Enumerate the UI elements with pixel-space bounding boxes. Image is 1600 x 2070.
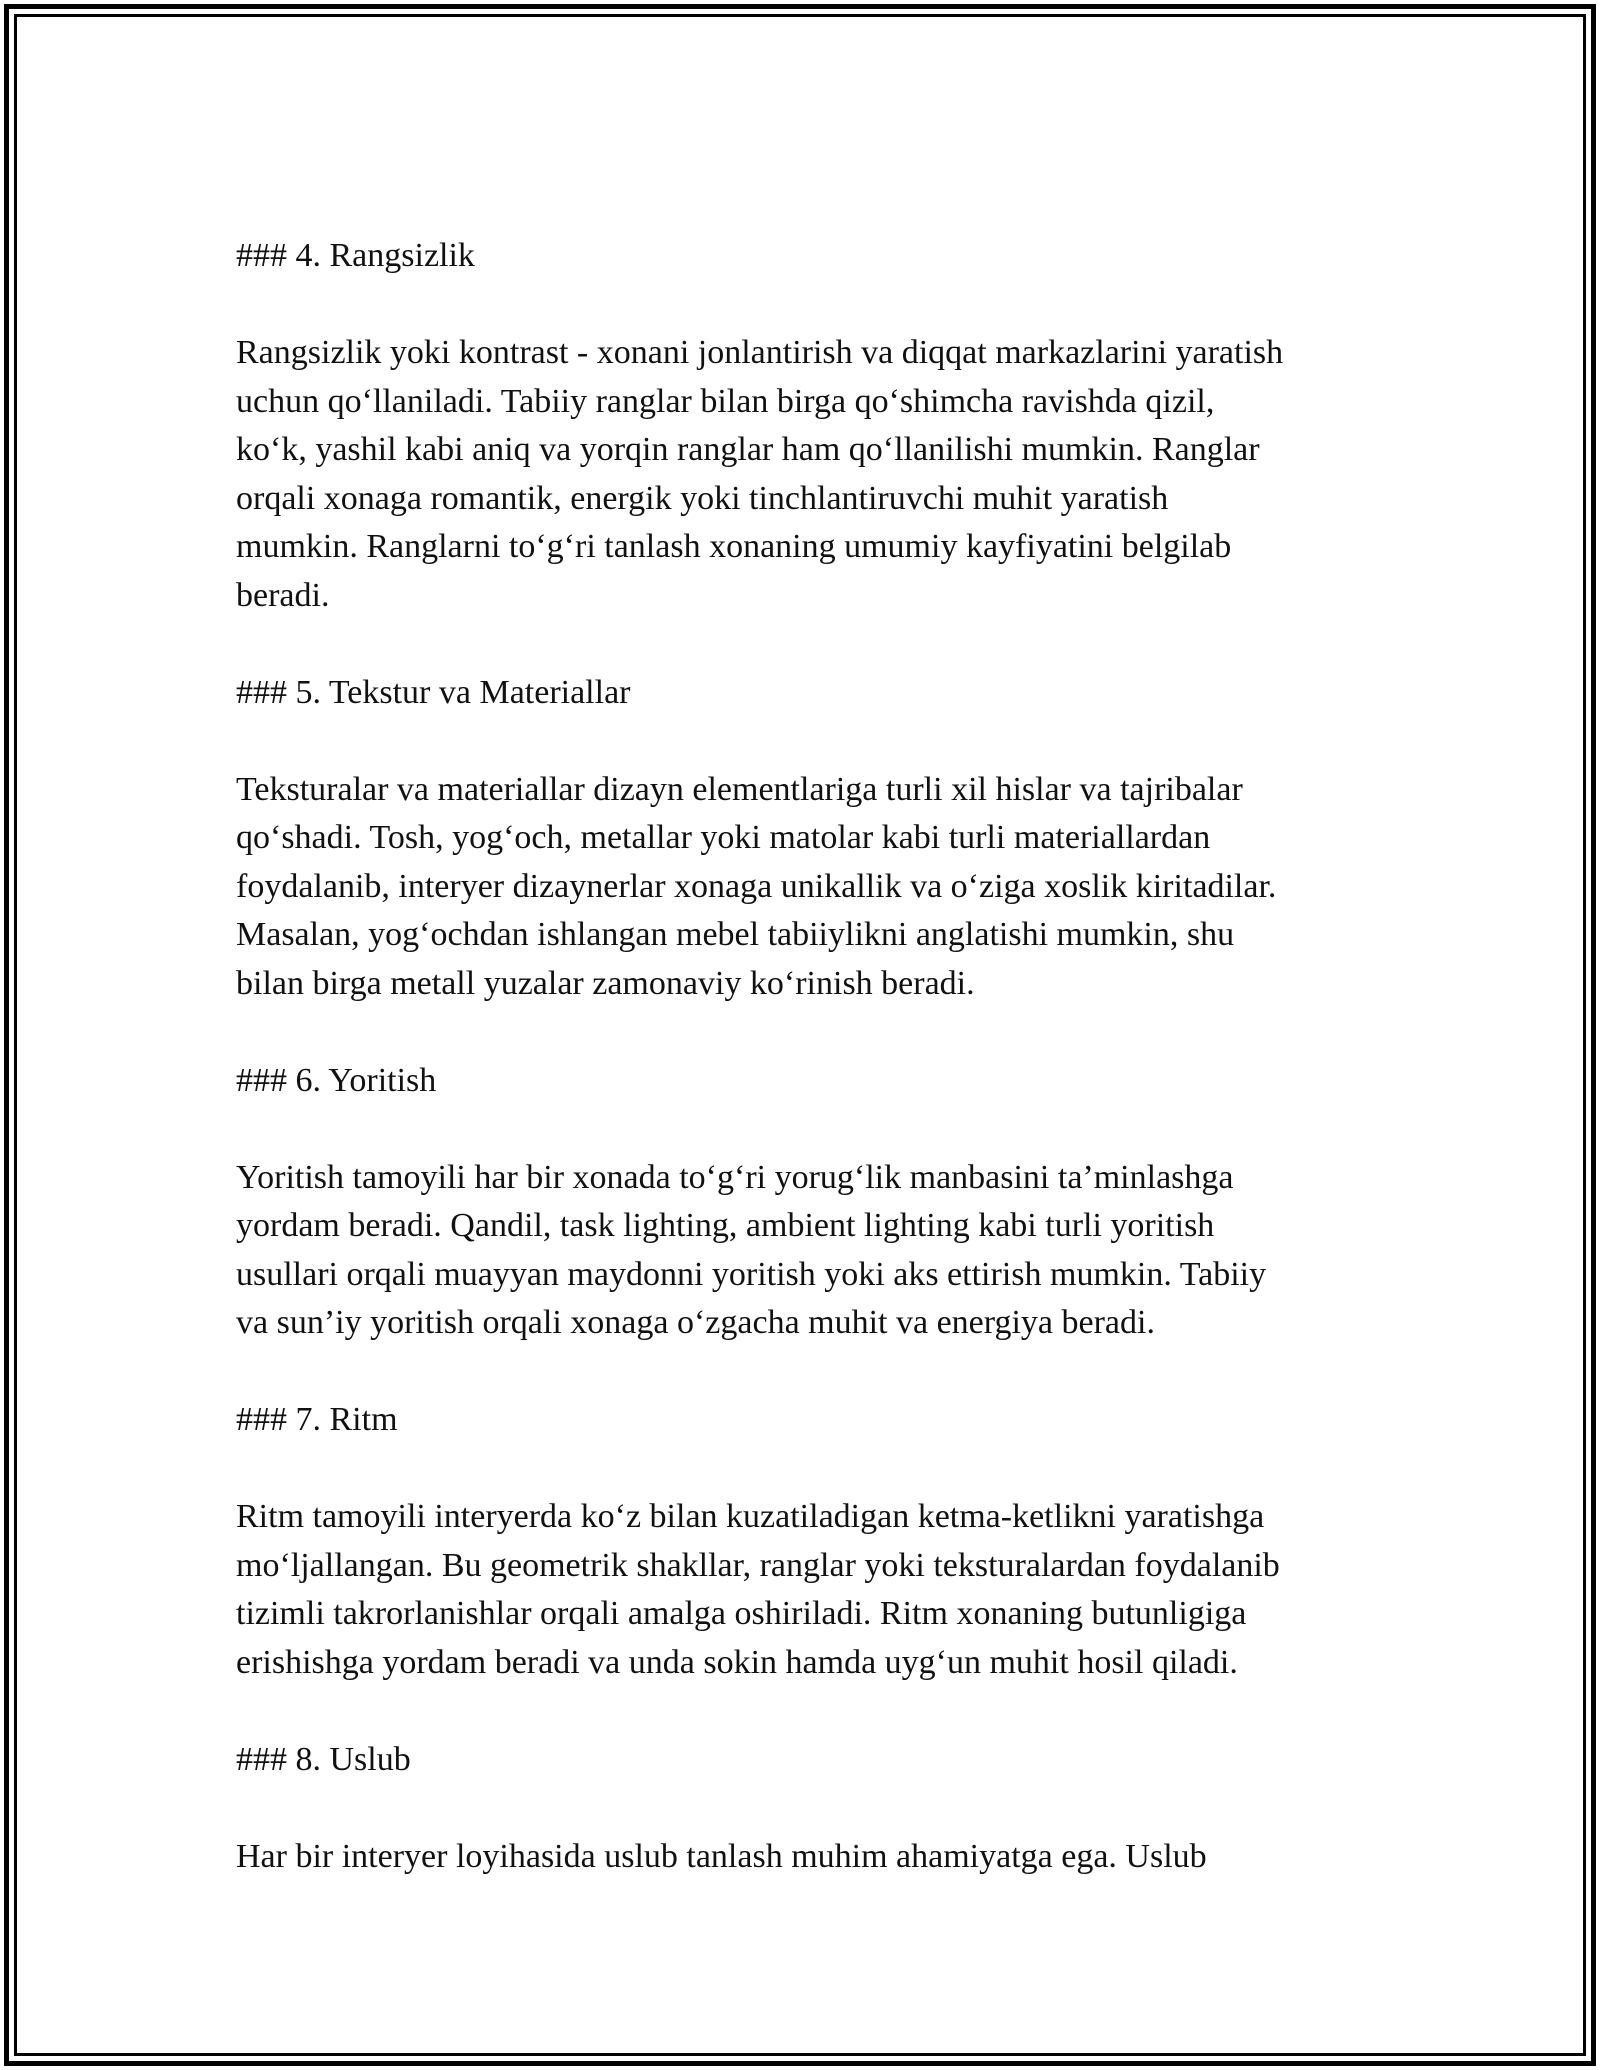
section-yoritish — [236, 1057, 1376, 1348]
section-paragraph — [236, 1833, 1376, 1882]
text-line: usullari orqali muayyan maydonni yoritish yoki aks ettirish mumkin. Tabiiy — [236, 1255, 1267, 1293]
text-line: mumkin. Ranglarni to‘g‘ri tanlash xonaning umumiy kayfiyatini belgilab — [236, 528, 1232, 565]
section-paragraph — [236, 1493, 1376, 1687]
text-line: Rangsizlik yoki kontrast - xonani jonlantirish va diqqat markazlarini yaratish — [236, 334, 1284, 371]
text-line: Yoritish tamoyili har bir xonada to‘g‘ri yorug‘lik manbasini ta’minlashga — [236, 1158, 1234, 1196]
section-heading: ### 4. Rangsizlik — [236, 237, 475, 274]
text-line: erishishga yordam beradi va unda sokin hamda uyg‘un muhit hosil qiladi. — [236, 1643, 1238, 1681]
text-line: beradi. — [236, 576, 330, 614]
text-line: yordam beradi. Qandil, task lighting, ambient lighting kabi turli yoritish — [236, 1207, 1215, 1244]
text-line: ko‘k, yashil kabi aniq va yorqin ranglar ham qo‘llanilishi mumkin. Ranglar — [236, 431, 1260, 468]
section-paragraph — [236, 1154, 1376, 1348]
section-paragraph — [236, 766, 1376, 1009]
section-ritm — [236, 1396, 1376, 1687]
section-heading: ### 8. Uslub — [236, 1740, 411, 1778]
section-heading: ### 5. Tekstur va Materiallar — [236, 673, 631, 711]
text-line: Ritm tamoyili interyerda ko‘z bilan kuzatiladigan ketma-ketlikni yaratishga — [236, 1498, 1265, 1535]
section-rangsizlik — [236, 232, 1376, 620]
text-line: Teksturalar va materiallar dizayn elementlariga turli xil hislar va tajribalar — [236, 770, 1243, 808]
section-heading: ### 6. Yoritish — [236, 1061, 437, 1099]
section-uslub — [236, 1736, 1376, 1882]
text-line: orqali xonaga romantik, energik yoki tinchlantiruvchi muhit yaratish — [236, 479, 1169, 517]
text-line: qo‘shadi. Tosh, yog‘och, metallar yoki matolar kabi turli materiallardan — [236, 819, 1211, 856]
text-line: mo‘ljallangan. Bu geometrik shakllar, ranglar yoki teksturalardan foydalanib — [236, 1546, 1280, 1584]
document-body — [236, 232, 1376, 1930]
text-line: Har bir interyer loyihasida uslub tanlash muhim ahamiyatga ega. Uslub — [236, 1837, 1207, 1875]
text-line: va sun’iy yoritish orqali xonaga o‘zgacha muhit va energiya beradi. — [236, 1304, 1155, 1341]
text-line: uchun qo‘llaniladi. Tabiiy ranglar bilan birga qo‘shimcha ravishda qizil, — [236, 382, 1215, 420]
text-line: foydalanib, interyer dizaynerlar xonaga unikallik va o‘ziga xoslik kiritadilar. — [236, 867, 1277, 905]
text-line: bilan birga metall yuzalar zamonaviy ko‘rinish beradi. — [236, 964, 975, 1002]
section-paragraph — [236, 329, 1376, 620]
section-tekstur-materiallar — [236, 669, 1376, 1009]
section-heading: ### 7. Ritm — [236, 1401, 398, 1438]
text-line: tizimli takrorlanishlar orqali amalga oshiriladi. Ritm xonaning butunligiga — [236, 1595, 1247, 1632]
text-line: Masalan, yog‘ochdan ishlangan mebel tabiiylikni anglatishi mumkin, shu — [236, 916, 1235, 953]
